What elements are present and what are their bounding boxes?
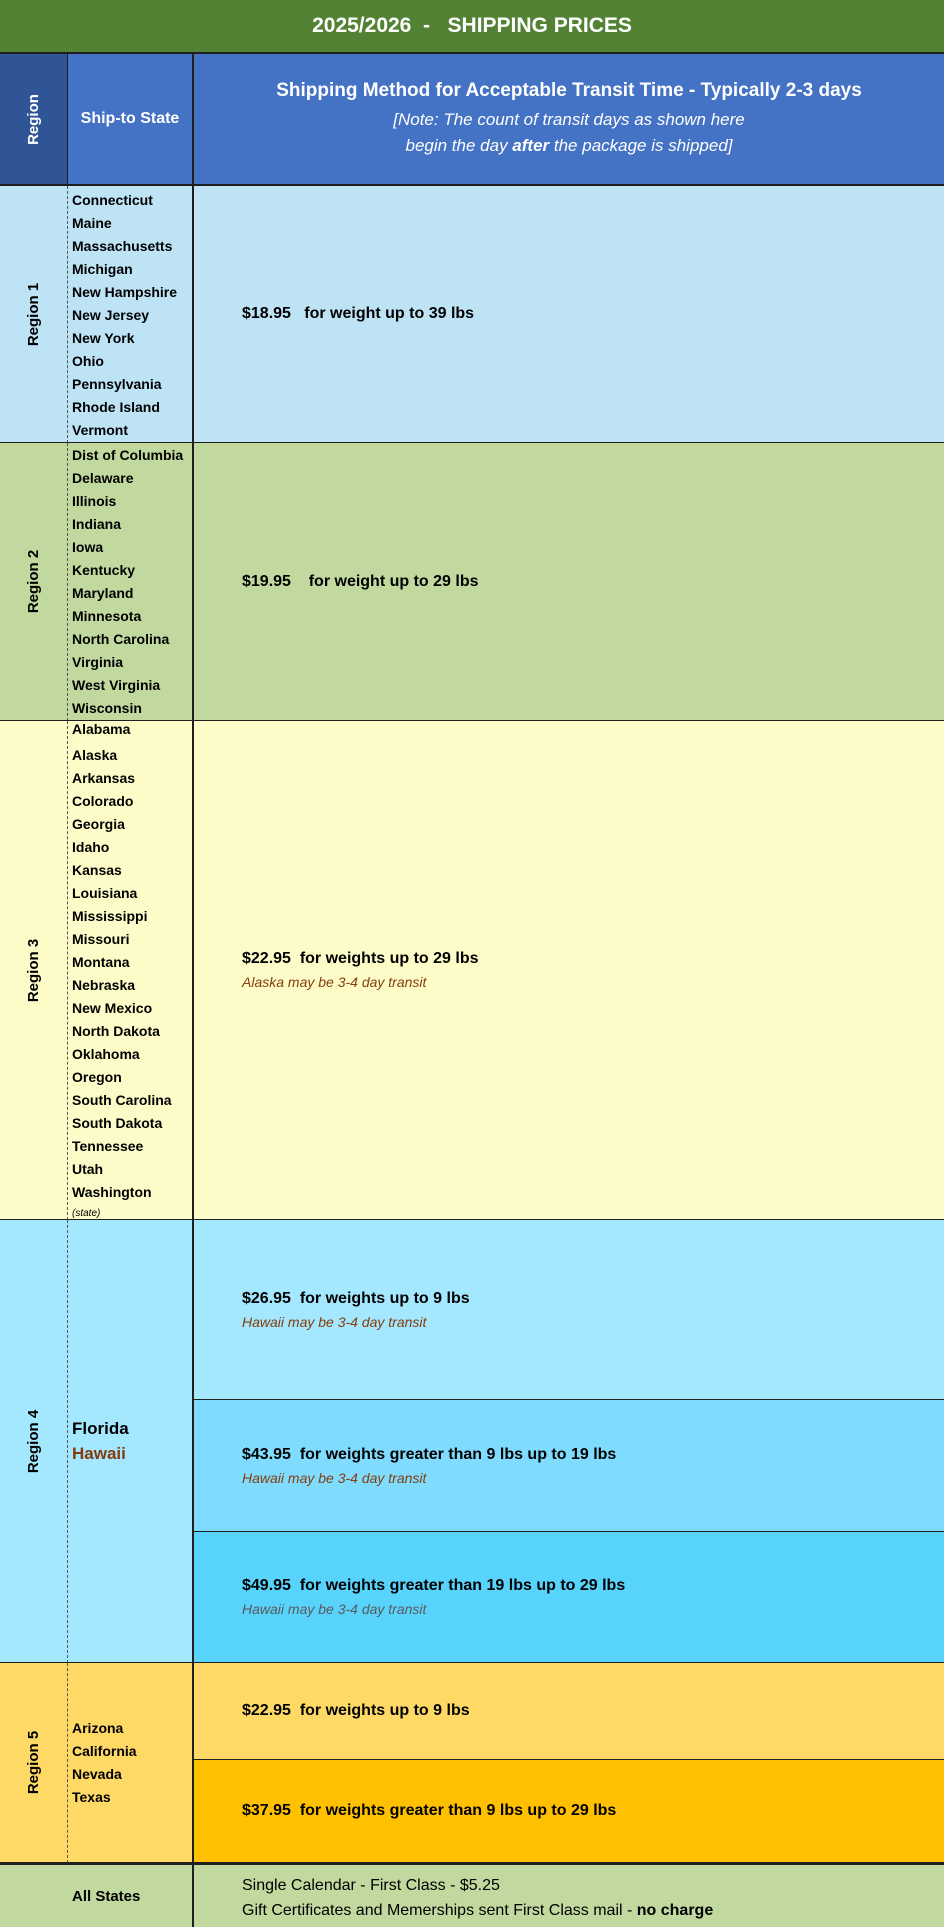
region-4-tier-3-cell xyxy=(194,1532,944,1663)
region-4-tier-1-cell xyxy=(194,1220,944,1400)
state-item: New York xyxy=(72,330,135,346)
state-item: California xyxy=(72,1742,137,1759)
region-4-tier-1-price: $26.95 for weights up to 9 lbs xyxy=(242,1289,470,1307)
transit-note-emphasis: after xyxy=(512,136,550,155)
state-item: Oklahoma xyxy=(72,1046,140,1062)
state-item: South Dakota xyxy=(72,1115,163,1131)
region-4-tier-2-cell xyxy=(194,1400,944,1532)
state-item: Michigan xyxy=(72,261,133,277)
state-item: Alabama xyxy=(72,721,131,737)
state-item: Vermont xyxy=(72,422,129,438)
state-item: Arkansas xyxy=(72,770,136,786)
region-4-tier-2-note: Hawaii may be 3-4 day transit xyxy=(242,1469,427,1486)
state-item: Massachusetts xyxy=(72,238,173,254)
all-states-label: All States xyxy=(0,1863,194,1927)
state-item: North Carolina xyxy=(72,631,170,647)
state-item: Texas xyxy=(72,1788,111,1805)
page-title: 2025/2026 - SHIPPING PRICES xyxy=(0,0,944,54)
region-5-tier-2-price: $37.95 for weights greater than 9 lbs up to 29 lbs xyxy=(242,1802,617,1819)
state-footnote: (state) xyxy=(72,1208,101,1219)
state-item: Florida xyxy=(72,1419,129,1438)
state-item: Wisconsin xyxy=(72,700,142,716)
no-charge-label: no charge xyxy=(636,1902,714,1919)
state-item: Maryland xyxy=(72,585,134,601)
state-item: Indiana xyxy=(72,516,122,532)
ship-to-state-header: Ship-to State xyxy=(68,54,194,186)
state-item: Connecticut xyxy=(72,192,153,208)
state-item: Arizona xyxy=(72,1719,124,1736)
region-3-transit-note: Alaska may be 3-4 day transit xyxy=(242,974,427,990)
state-item: Utah xyxy=(72,1161,104,1177)
state-item: South Carolina xyxy=(72,1092,172,1108)
transit-note-line-1: [Note: The count of transit days as shown here xyxy=(393,110,745,129)
state-item: Oregon xyxy=(72,1069,122,1085)
state-item: Pennsylvania xyxy=(72,376,162,392)
state-item: Ohio xyxy=(72,353,104,369)
state-item: Nebraska xyxy=(72,977,136,993)
region-2-label-cell xyxy=(0,443,68,721)
transit-note-text-end: the package is shipped] xyxy=(549,136,733,155)
state-item: Rhode Island xyxy=(72,399,160,415)
state-item: Illinois xyxy=(72,493,117,509)
state-item: New Mexico xyxy=(72,1000,153,1016)
calendar-shipping-line: Single Calendar - First Class - $5.25 xyxy=(242,1877,500,1894)
region-5-tier-1-price: $22.95 for weights up to 9 lbs xyxy=(242,1702,470,1719)
state-item: Montana xyxy=(72,954,130,970)
state-item: Kansas xyxy=(72,862,122,878)
state-item: Hawaii xyxy=(72,1444,126,1463)
region-4-tier-1-note: Hawaii may be 3-4 day transit xyxy=(242,1313,427,1330)
region-1-label-cell xyxy=(0,186,68,443)
state-item: Virginia xyxy=(72,654,124,670)
region-2-price-cell xyxy=(194,443,944,721)
state-item: Louisiana xyxy=(72,885,138,901)
region-4-states xyxy=(68,1220,194,1663)
state-item: Washington xyxy=(72,1184,152,1200)
region-3-label-cell xyxy=(0,721,68,1220)
region-2-label: Region 2 xyxy=(25,549,42,614)
gift-certificate-line xyxy=(242,1898,944,1923)
region-1-price: $18.95 for weight up to 39 lbs xyxy=(242,305,475,322)
state-item: Delaware xyxy=(72,470,134,486)
state-item: Maine xyxy=(72,215,112,231)
region-1-price-cell xyxy=(194,186,944,443)
all-states-pricing xyxy=(194,1863,944,1927)
state-item: West Virginia xyxy=(72,677,161,693)
region-5-tier-1-cell xyxy=(194,1663,944,1760)
state-item: New Jersey xyxy=(72,307,150,323)
region-header xyxy=(0,54,68,186)
transit-note-text: begin the day xyxy=(405,136,513,155)
region-5-tier-2-cell xyxy=(194,1760,944,1863)
region-header-label: Region xyxy=(25,93,42,145)
shipping-method-header xyxy=(194,54,944,186)
state-item: Mississippi xyxy=(72,908,148,924)
region-4-label-cell xyxy=(0,1220,68,1663)
state-item: New Hampshire xyxy=(72,284,178,300)
region-1-label: Region 1 xyxy=(25,282,42,346)
region-5-states xyxy=(68,1663,194,1863)
state-item: Idaho xyxy=(72,839,110,855)
state-item: Georgia xyxy=(72,816,125,832)
state-item: Minnesota xyxy=(72,608,142,624)
region-4-tier-3-price: $49.95 for weights greater than 19 lbs up to 29 lbs xyxy=(242,1577,626,1594)
state-item: Dist of Columbia xyxy=(72,447,184,463)
state-item: Colorado xyxy=(72,793,134,809)
state-item: Kentucky xyxy=(72,562,136,578)
region-3-price-cell xyxy=(194,721,944,1220)
transit-note-line-2 xyxy=(194,133,944,159)
region-1-states xyxy=(68,186,194,443)
region-2-price: $19.95 for weight up to 29 lbs xyxy=(242,572,479,590)
region-5-label-cell xyxy=(0,1663,68,1863)
region-4-tier-2-price: $43.95 for weights greater than 9 lbs up to 19 lbs xyxy=(242,1445,617,1463)
region-3-states xyxy=(68,721,194,1220)
state-item: Alaska xyxy=(72,747,118,763)
region-3-label: Region 3 xyxy=(25,938,42,1002)
state-item: Iowa xyxy=(72,539,104,555)
shipping-method-title: Shipping Method for Acceptable Transit Time - Typically 2-3 days xyxy=(276,80,862,101)
region-2-states xyxy=(68,443,194,721)
state-item: North Dakota xyxy=(72,1023,160,1039)
region-4-tier-3-note: Hawaii may be 3-4 day transit xyxy=(242,1601,427,1617)
gift-certificate-text: Gift Certificates and Memerships sent First Class mail - xyxy=(242,1902,637,1919)
state-item: Nevada xyxy=(72,1765,122,1782)
state-item: Missouri xyxy=(72,931,130,947)
region-3-price: $22.95 for weights up to 29 lbs xyxy=(242,950,479,967)
state-item: Tennessee xyxy=(72,1138,144,1154)
region-4-label: Region 4 xyxy=(25,1409,42,1473)
region-5-label: Region 5 xyxy=(25,1730,42,1795)
